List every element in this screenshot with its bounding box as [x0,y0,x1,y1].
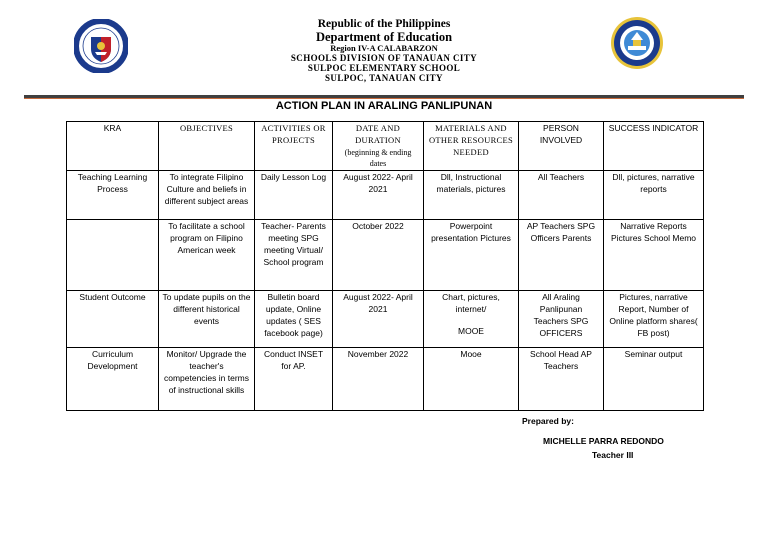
cell-date: October 2022 [333,220,424,291]
table-row [67,220,704,291]
letterhead [200,18,568,83]
header-materials: MATERIALS AND OTHER RESOURCES NEEDED [424,122,519,171]
cell-person: School Head AP Teachers [519,348,604,411]
cell-materials [424,291,519,348]
cell-date: August 2022- April 2021 [333,291,424,348]
cell-objectives: Monitor/ Upgrade the teacher's competencies in terms of instructional skills [159,348,255,411]
deped-seal-icon [74,19,128,73]
header-date-main: DATE AND DURATION [355,123,401,145]
letterhead-department: Department of Education [315,29,453,44]
cell-kra [67,220,159,291]
cell-materials-spacer [427,316,515,326]
cell-materials: Powerpoint presentation Pictures [424,220,519,291]
cell-indicator: Narrative Reports Pictures School Memo [604,220,704,291]
header-indicator: SUCCESS INDICATOR [604,122,704,171]
cell-activities: Bulletin board update, Online updates ( SES facebook page) [255,291,333,348]
table-header-row [67,122,704,171]
table-row [67,291,704,348]
cell-materials-line1: Chart, pictures, internet/ [442,292,500,315]
cell-indicator: Seminar output [604,348,704,411]
prepared-by-label: Prepared by: [522,416,574,426]
cell-activities: Teacher- Parents meeting SPG meeting Virtual/ School program [255,220,333,291]
cell-date: November 2022 [333,348,424,411]
cell-materials: Dll, Instructional materials, pictures [424,171,519,220]
cell-person: All Teachers [519,171,604,220]
cell-indicator: Dll, pictures, narrative reports [604,171,704,220]
table-row [67,348,704,411]
header-activities: ACTIVITIES OR PROJECTS [255,122,333,171]
cell-person: All Araling Panlipunan Teachers SPG OFFICERS [519,291,604,348]
cell-objectives: To integrate Filipino Culture and beliefs in different subject areas [159,171,255,220]
cell-kra: Teaching Learning Process [67,171,159,220]
cell-materials-line2: MOOE [458,325,484,336]
header-objectives: OBJECTIVES [159,122,255,171]
school-seal-icon [610,16,664,70]
page-title: ACTION PLAN IN ARALING PANLIPUNAN [275,100,493,112]
letterhead-school: SULPOC ELEMENTARY SCHOOL [307,62,461,73]
letterhead-region: Region IV-A CALABARZON [330,43,438,54]
cell-activities: Conduct INSET for AP. [255,348,333,411]
cell-kra: Curriculum Development [67,348,159,411]
cell-date: August 2022- April 2021 [333,171,424,220]
letterhead-division: SCHOOLS DIVISION OF TANAUAN CITY [290,52,478,63]
cell-person: AP Teachers SPG Officers Parents [519,220,604,291]
cell-objectives: To facilitate a school program on Filipino American week [159,220,255,291]
preparer-position: Teacher III [592,450,634,460]
action-plan-table [66,121,704,411]
header-kra: KRA [67,122,159,171]
cell-materials: Mooe [424,348,519,411]
cell-objectives: To update pupils on the different historical events [159,291,255,348]
preparer-name: MICHELLE PARRA REDONDO [543,436,664,446]
letterhead-address: SULPOC, TANAUAN CITY [325,72,443,83]
header-date [333,122,424,171]
table-row [67,171,704,220]
cell-indicator: Pictures, narrative Report, Number of Online platform shares( FB post) [604,291,704,348]
header-person: PERSON INVOLVED [519,122,604,171]
letterhead-republic: Republic of the Philippines [317,18,451,30]
cell-kra: Student Outcome [67,291,159,348]
header-date-sub: (beginning & ending dates [344,147,412,168]
cell-activities: Daily Lesson Log [255,171,333,220]
header-divider-accent [24,98,744,99]
